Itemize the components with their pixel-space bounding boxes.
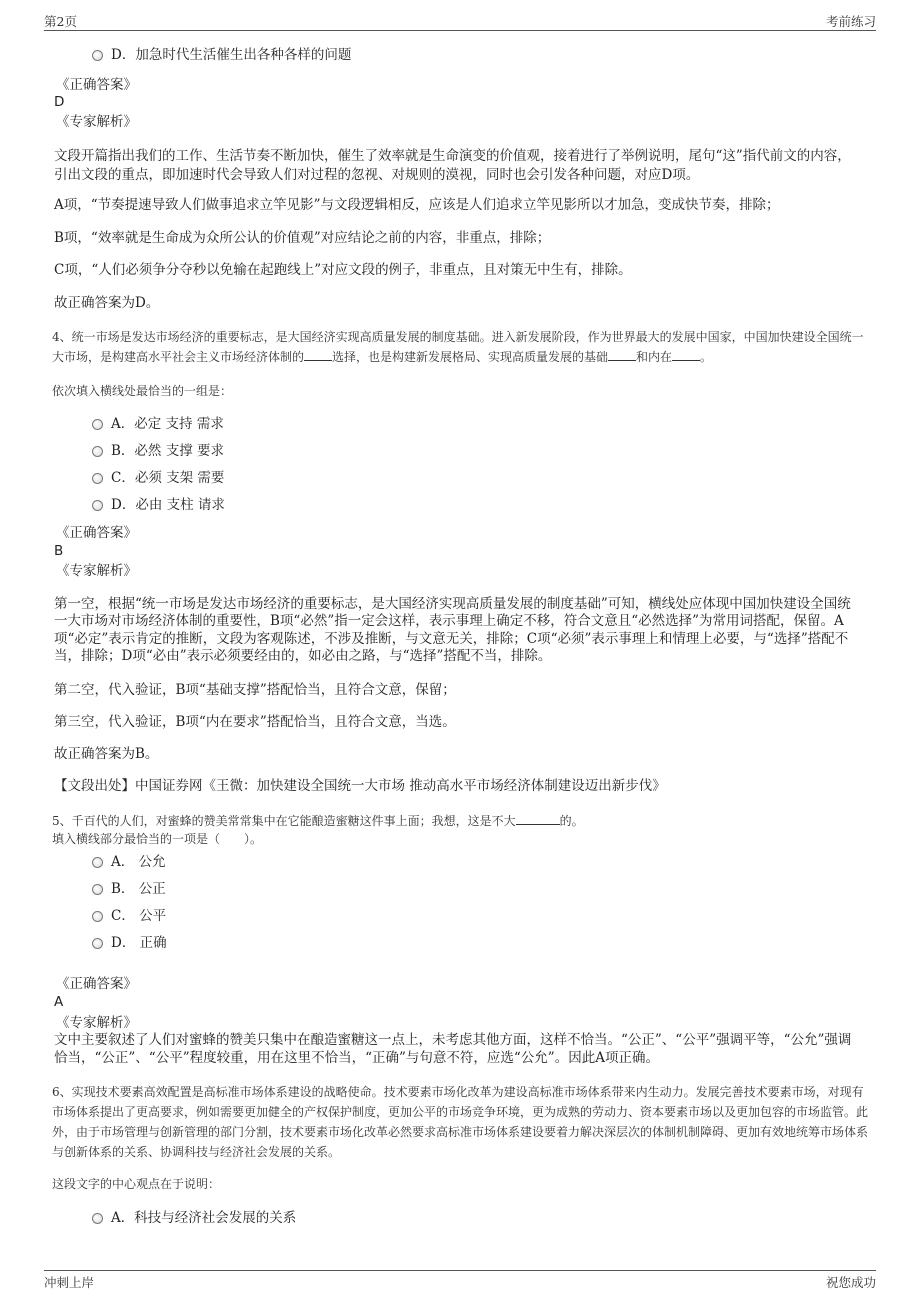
q5-option-b[interactable]: B． 公正 [92,879,166,899]
q6-instruction: 这段文字的中心观点在于说明： [52,1177,221,1191]
radio-icon[interactable] [92,446,103,457]
q4-option-b[interactable]: B．必然 支撑 要求 [92,441,224,461]
q3-analysis-p2: A项，“节奏提速导致人们做事追求立竿见影”与文段逻辑相反，应该是人们追求立竿见影所以才加急，变成快节奏，排除； [54,197,780,213]
q3-analysis-tag: 《专家解析》 [56,114,137,130]
q5-option-c[interactable]: C． 公平 [92,906,166,926]
blank [516,824,560,825]
q3-analysis-p4: C项，“人们必须争分夺秒以免输在起跑线上”对应文段的例子，非重点，且对策无中生有，排除。 [54,262,632,278]
radio-icon[interactable] [92,473,103,484]
radio-icon[interactable] [92,1213,103,1224]
q3-analysis-p1: 文段开篇指出我们的工作、生活节奏不断加快，催生了效率就是生命演变的价值观，接着进行了举例说明，尾句“这”指代前文的内容，引出文段的重点，即加速时代会导致人们对过程的忽视、对规则的漠视，同时也会引发各种问题，对应D项。 [54,148,851,183]
q3-analysis-p3: B项，“效率就是生命成为众所公认的价值观”对应结论之前的内容，非重点，排除； [54,230,551,246]
radio-icon[interactable] [92,857,103,868]
q4-instruction: 依次填入横线处最恰当的一组是： [52,384,233,398]
radio-icon[interactable] [92,938,103,949]
q3-answer-tag: 《正确答案》 [56,77,137,93]
page-number: 第2页 [44,14,77,29]
q4-option-c[interactable]: C．必须 支架 需要 [92,468,224,488]
radio-icon[interactable] [92,911,103,922]
q3-analysis-p5: 故正确答案为D。 [54,295,160,311]
q3-answer: D [54,94,65,110]
page-header [44,12,876,31]
radio-icon[interactable] [92,50,103,61]
page-footer [44,1270,876,1291]
radio-icon[interactable] [92,419,103,430]
q4-analysis-p1: 第一空，根据“统一市场是发达市场经济的重要标志，是大国经济实现高质量发展的制度基础”可知，横线处应体现中国加快建设全国统一大市场对市场经济体制的重要性，B项“必然”指一定会这样，表示事理上确定不移，符合文意且“必然选择”为常用词搭配，保留。A项“必定”表示肯定的推断，文段为客观陈述，不涉及推断，与文意无关，排除；C项“必须”表示事理上和情理上必要，与“选择”搭配不当，排除；D项“必由”表示必须要经由的，如必由之路，与“选择”搭配不当，排除。 [54,596,851,664]
q5-analysis-p1: 文中主要叙述了人们对蜜蜂的赞美只集中在酿造蜜糖这一点上，未考虑其他方面，这样不恰当。“公正”、“公平”强调平等，“公允”强调恰当，“公正”、“公平”程度较重，用在这里不恰当，“正确”与句意不符，应选“公允”。因此A项正确。 [54,1032,852,1066]
blank-1 [304,360,332,361]
q4-source: 【文段出处】中国证券网《王微：加快建设全国统一大市场 推动高水平市场经济体制建设迈出新步伐》 [54,778,666,794]
q5-analysis-tag: 《专家解析》 [56,1015,137,1031]
q4-analysis-tag: 《专家解析》 [56,563,137,579]
q5-answer-tag: 《正确答案》 [56,976,137,992]
footer-right: 祝您成功 [825,1275,876,1290]
q4-analysis-p2: 第二空，代入验证，B项“基础支撑”搭配恰当，且符合文意，保留； [54,682,456,698]
q6-option-a[interactable]: A．科技与经济社会发展的关系 [92,1208,296,1228]
q5-option-a[interactable]: A． 公允 [92,852,166,872]
header-title: 考前练习 [825,14,876,29]
blank-3 [672,360,700,361]
q4-answer: B [54,543,64,559]
q3-option-d[interactable]: D．加急时代生活催生出各种各样的问题 [92,45,351,65]
blank-2 [608,360,636,361]
q4-option-d[interactable]: D．必由 支柱 请求 [92,495,225,515]
q5-option-d[interactable]: D． 正确 [92,933,167,953]
q5-answer: A [54,994,64,1010]
q4-analysis-p3: 第三空，代入验证，B项“内在要求”搭配恰当，且符合文意，当选。 [54,714,456,730]
q6-stem: 6、实现技术要素高效配置是高标准市场体系建设的战略使命。技术要素市场化改革为建设高标准市场体系带来内生动力。发展完善技术要素市场，对现有市场体系提出了更高要求，例如需要更加健全的产权保护制度，更加公平的市场竞争环境，更为成熟的劳动力、资本要素市场以及更加包容的市场监管。此外，由于市场管理与创新管理的部门分割，技术要素市场化改革必然要求高标准市场体系建设要着力解决深层次的体制机制障碍、更加有效地统筹市场体系与创新体系的关系、协调科技与经济社会发展的关系。 [52,1085,869,1159]
q5-stem: 5、千百代的人们，对蜜蜂的赞美常常集中在它能酿造蜜糖这件事上面；我想，这是不大 的。 [52,814,584,828]
radio-icon[interactable] [92,884,103,895]
q5-instruction: 填入横线部分最恰当的一项是（ ）。 [52,832,263,846]
q4-option-a[interactable]: A．必定 支持 需求 [92,414,224,434]
q4-answer-tag: 《正确答案》 [56,525,137,541]
q4-stem: 4、统一市场是发达市场经济的重要标志，是大国经济实现高质量发展的制度基础。进入新发展阶段，作为世界最大的发展中国家，中国加快建设全国统一大市场，是构建高水平社会主义市场经济体制的 选择，也是构建新发展格局、实现高质量发展的基础 和内在 。 [52,330,864,364]
radio-icon[interactable] [92,500,103,511]
footer-left: 冲刺上岸 [44,1275,95,1290]
q4-analysis-p4: 故正确答案为B。 [54,746,159,762]
